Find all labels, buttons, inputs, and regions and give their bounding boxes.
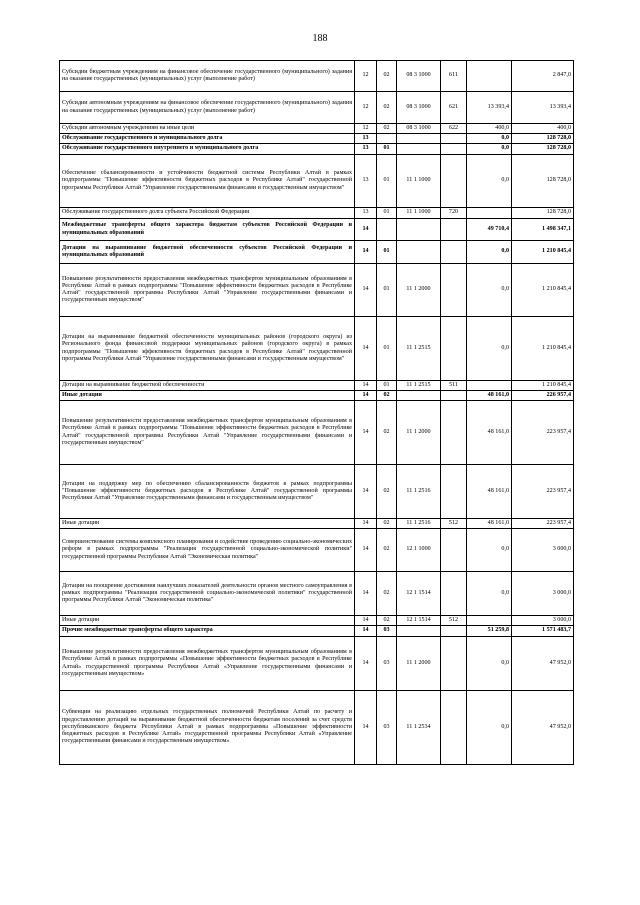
cell-expense-type xyxy=(441,691,467,765)
cell-name: Обеспечение сбалансированности и устойчивости бюджетной системы Республики Алтай в рамках подпрограммы "Повышение эффективности бюджетных расходов в Республике Алтай" государственной программы Республики Алтай "Управление государственными финансами и государственным имуществом" xyxy=(60,155,355,208)
cell-name: Субвенции на реализацию отдельных государственных полномочий Республики Алтай по расчету и предоставлению дотаций на выравнивание бюджетной обеспеченности бюджетам поселений за счет средств республиканского бюджета Республики Алтай в рамках подпрограммы «Повышение эффективности бюджетных расходов в Республике Алтай» государственной программы Республики Алтай «Управление государственными финансами и государственным имуществом» xyxy=(60,691,355,765)
cell-subsection: 03 xyxy=(377,691,397,765)
cell-name: Прочие межбюджетные трансферты общего характера xyxy=(60,626,355,637)
cell-subsection: 02 xyxy=(377,92,397,124)
cell-name: Обслуживание государственного долга субъекта Российской Федерации xyxy=(60,208,355,219)
cell-subsection: 02 xyxy=(377,465,397,519)
table-row xyxy=(60,401,574,465)
cell-section: 12 xyxy=(355,92,377,124)
table-row xyxy=(60,92,574,124)
cell-expense-type xyxy=(441,155,467,208)
table-row xyxy=(60,691,574,765)
cell-expense-type: 512 xyxy=(441,616,467,626)
cell-target-article: 11 1 2000 xyxy=(397,401,441,465)
cell-amount-1: 0,0 xyxy=(467,529,512,572)
cell-target-article: 12 1 1000 xyxy=(397,529,441,572)
cell-target-article xyxy=(397,241,441,264)
cell-section: 14 xyxy=(355,381,377,391)
cell-amount-2: 47 952,0 xyxy=(512,637,574,691)
cell-amount-2: 1 210 845,4 xyxy=(512,264,574,317)
cell-amount-2: 1 498 347,1 xyxy=(512,219,574,241)
cell-amount-1: 0,0 xyxy=(467,637,512,691)
cell-expense-type: 611 xyxy=(441,61,467,92)
cell-amount-2: 400,0 xyxy=(512,124,574,134)
cell-amount-1: 51 259,8 xyxy=(467,626,512,637)
cell-section: 14 xyxy=(355,691,377,765)
cell-amount-2: 1 210 845,4 xyxy=(512,241,574,264)
cell-target-article: 11 1 2534 xyxy=(397,691,441,765)
cell-subsection xyxy=(377,219,397,241)
table-row xyxy=(60,317,574,381)
cell-expense-type xyxy=(441,134,467,144)
cell-name: Обслуживание государственного и муниципального долга xyxy=(60,134,355,144)
cell-target-article: 11 1 1000 xyxy=(397,208,441,219)
cell-section: 14 xyxy=(355,241,377,264)
cell-subsection: 02 xyxy=(377,401,397,465)
cell-amount-2: 223 957,4 xyxy=(512,465,574,519)
cell-name: Дотации на выравнивание бюджетной обеспеченности муниципальных районов (городского округа) из Регионального фонда финансовой поддержки муниципальных районов (городского округа) в рамках подпрограммы "Повышение эффективности бюджетных расходов в Республике Алтай" государственной программы Республики Алтай "Управление государственными финансами и государственным имуществом" xyxy=(60,317,355,381)
table-row xyxy=(60,208,574,219)
cell-section: 14 xyxy=(355,626,377,637)
cell-amount-1: 48 161,0 xyxy=(467,519,512,529)
cell-target-article: 12 1 1514 xyxy=(397,572,441,616)
cell-expense-type: 621 xyxy=(441,92,467,124)
cell-amount-2: 128 728,0 xyxy=(512,134,574,144)
cell-subsection: 03 xyxy=(377,637,397,691)
cell-expense-type xyxy=(441,241,467,264)
table-row xyxy=(60,519,574,529)
cell-amount-1: 48 161,0 xyxy=(467,465,512,519)
cell-amount-1 xyxy=(467,208,512,219)
cell-section: 14 xyxy=(355,616,377,626)
cell-amount-2: 1 210 845,4 xyxy=(512,381,574,391)
cell-target-article: 08 3 1000 xyxy=(397,92,441,124)
cell-name: Дотации на поощрение достижения наилучших показателей деятельности органов местного самоуправления в рамках подпрограммы "Реализация государственной социально-экономической политики" государственной программы Республики Алтай "Экономическая политика" xyxy=(60,572,355,616)
cell-expense-type xyxy=(441,317,467,381)
cell-section: 14 xyxy=(355,572,377,616)
cell-section: 12 xyxy=(355,61,377,92)
cell-subsection: 01 xyxy=(377,264,397,317)
cell-subsection: 02 xyxy=(377,124,397,134)
cell-subsection: 02 xyxy=(377,616,397,626)
cell-amount-2: 3 000,0 xyxy=(512,572,574,616)
cell-amount-2: 128 728,0 xyxy=(512,155,574,208)
cell-amount-2: 128 728,0 xyxy=(512,144,574,155)
cell-name: Дотации на поддержку мер по обеспечению сбалансированности бюджетов в рамках подпрограммы "Повышение эффективности бюджетных расходов в Республике Алтай" государственной программы Республики Алтай "Управление государственными финансами и государственным имуществом" xyxy=(60,465,355,519)
cell-subsection: 01 xyxy=(377,144,397,155)
cell-name: Иные дотации xyxy=(60,519,355,529)
cell-section: 14 xyxy=(355,264,377,317)
cell-name: Иные дотации xyxy=(60,616,355,626)
cell-target-article xyxy=(397,626,441,637)
cell-name: Субсидии бюджетным учреждениям на финансовое обеспечение государственного (муниципального) задания на оказание государственных (муниципальных) услуг (выполнение работ) xyxy=(60,61,355,92)
cell-amount-2: 3 000,0 xyxy=(512,529,574,572)
cell-target-article: 11 1 2516 xyxy=(397,465,441,519)
cell-amount-1: 0,0 xyxy=(467,691,512,765)
cell-amount-1: 0,0 xyxy=(467,155,512,208)
cell-target-article: 11 1 2515 xyxy=(397,381,441,391)
cell-section: 14 xyxy=(355,391,377,401)
cell-target-article: 11 1 2516 xyxy=(397,519,441,529)
cell-subsection: 02 xyxy=(377,61,397,92)
cell-expense-type xyxy=(441,465,467,519)
cell-section: 14 xyxy=(355,219,377,241)
cell-name: Дотации на выравнивание бюджетной обеспеченности xyxy=(60,381,355,391)
cell-amount-1 xyxy=(467,61,512,92)
table-row xyxy=(60,61,574,92)
table-row xyxy=(60,241,574,264)
cell-expense-type xyxy=(441,637,467,691)
budget-table-body xyxy=(60,61,574,765)
cell-section: 14 xyxy=(355,529,377,572)
table-row xyxy=(60,637,574,691)
cell-section: 14 xyxy=(355,317,377,381)
cell-subsection: 02 xyxy=(377,519,397,529)
cell-target-article: 12 1 1514 xyxy=(397,616,441,626)
cell-subsection: 03 xyxy=(377,626,397,637)
cell-expense-type xyxy=(441,572,467,616)
cell-expense-type xyxy=(441,219,467,241)
cell-amount-1: 0,0 xyxy=(467,134,512,144)
cell-section: 14 xyxy=(355,519,377,529)
cell-target-article: 08 3 1000 xyxy=(397,124,441,134)
cell-amount-1: 48 161,0 xyxy=(467,401,512,465)
cell-amount-1: 0,0 xyxy=(467,144,512,155)
table-row xyxy=(60,264,574,317)
cell-amount-1 xyxy=(467,381,512,391)
cell-name: Дотации на выравнивание бюджетной обеспеченности субъектов Российской Федерации и муниципальных образований xyxy=(60,241,355,264)
cell-name: Субсидии автономным учреждениям на финансовое обеспечение государственного (муниципального) задания на оказание государственных (муниципальных) услуг (выполнение работ) xyxy=(60,92,355,124)
cell-expense-type xyxy=(441,626,467,637)
cell-section: 12 xyxy=(355,124,377,134)
cell-name: Субсидии автономным учреждениям на иные цели xyxy=(60,124,355,134)
cell-amount-1: 0,0 xyxy=(467,572,512,616)
cell-target-article: 11 1 2000 xyxy=(397,637,441,691)
table-row xyxy=(60,572,574,616)
cell-expense-type xyxy=(441,401,467,465)
cell-subsection: 02 xyxy=(377,572,397,616)
cell-expense-type: 511 xyxy=(441,381,467,391)
cell-target-article xyxy=(397,144,441,155)
cell-amount-2: 1 210 845,4 xyxy=(512,317,574,381)
cell-subsection: 01 xyxy=(377,381,397,391)
table-row xyxy=(60,155,574,208)
cell-amount-1: 0,0 xyxy=(467,241,512,264)
table-row xyxy=(60,626,574,637)
cell-amount-2: 2 847,0 xyxy=(512,61,574,92)
cell-target-article: 11 1 2515 xyxy=(397,317,441,381)
cell-amount-1: 48 161,0 xyxy=(467,391,512,401)
cell-target-article xyxy=(397,391,441,401)
cell-expense-type: 720 xyxy=(441,208,467,219)
cell-expense-type xyxy=(441,529,467,572)
table-row xyxy=(60,134,574,144)
cell-expense-type: 622 xyxy=(441,124,467,134)
table-row xyxy=(60,219,574,241)
cell-subsection: 01 xyxy=(377,241,397,264)
cell-target-article: 11 1 1000 xyxy=(397,155,441,208)
table-row xyxy=(60,616,574,626)
cell-target-article: 08 3 1000 xyxy=(397,61,441,92)
cell-subsection xyxy=(377,134,397,144)
cell-section: 14 xyxy=(355,637,377,691)
cell-amount-1: 0,0 xyxy=(467,264,512,317)
cell-subsection: 01 xyxy=(377,317,397,381)
cell-subsection: 02 xyxy=(377,529,397,572)
cell-amount-2: 1 571 483,7 xyxy=(512,626,574,637)
table-row xyxy=(60,391,574,401)
cell-amount-2: 3 000,0 xyxy=(512,616,574,626)
cell-subsection: 01 xyxy=(377,208,397,219)
cell-amount-2: 13 393,4 xyxy=(512,92,574,124)
cell-expense-type xyxy=(441,144,467,155)
cell-section: 13 xyxy=(355,144,377,155)
cell-amount-2: 223 957,4 xyxy=(512,401,574,465)
table-row xyxy=(60,144,574,155)
cell-expense-type: 512 xyxy=(441,519,467,529)
cell-subsection: 01 xyxy=(377,155,397,208)
cell-name: Повышение результативности предоставления межбюджетных трансфертов муниципальным образованиям в Республике Алтай в рамках подпрограммы "Повышение эффективности бюджетных расходов в Республике Алтай" государственной программы Республики Алтай "Управление государственными финансами и государственным имуществом" xyxy=(60,401,355,465)
cell-name: Повышение результативности предоставления межбюджетных трансфертов муниципальным образованиям в Республике Алтай в рамках подпрограммы «Повышение эффективности бюджетных расходов в Республике Алтай» государственной программы Республики Алтай «Управление государственными финансами и государственным имуществом» xyxy=(60,637,355,691)
cell-section: 13 xyxy=(355,134,377,144)
cell-section: 13 xyxy=(355,208,377,219)
table-row xyxy=(60,381,574,391)
cell-name: Обслуживание государственного внутреннего и муниципального долга xyxy=(60,144,355,155)
cell-name: Повышение результативности предоставления межбюджетных трансфертов муниципальным образованиям в Республике Алтай в рамках подпрограммы "Повышение эффективности бюджетных расходов в Республике Алтай" государственной программы Республики Алтай "Управление государственными финансами и государственным имуществом" xyxy=(60,264,355,317)
cell-amount-1: 0,0 xyxy=(467,317,512,381)
cell-target-article xyxy=(397,219,441,241)
cell-amount-1: 13 393,4 xyxy=(467,92,512,124)
cell-section: 13 xyxy=(355,155,377,208)
cell-section: 14 xyxy=(355,465,377,519)
cell-expense-type xyxy=(441,391,467,401)
cell-amount-2: 226 957,4 xyxy=(512,391,574,401)
cell-name: Межбюджетные трансферты общего характера бюджетам субъектов Российской Федерации и муниципальных образований xyxy=(60,219,355,241)
cell-target-article: 11 1 2000 xyxy=(397,264,441,317)
cell-name: Иные дотации xyxy=(60,391,355,401)
budget-table xyxy=(59,60,574,765)
cell-amount-2: 47 952,0 xyxy=(512,691,574,765)
cell-amount-1: 49 710,4 xyxy=(467,219,512,241)
table-row xyxy=(60,124,574,134)
cell-amount-1 xyxy=(467,616,512,626)
cell-amount-1: 400,0 xyxy=(467,124,512,134)
table-row xyxy=(60,465,574,519)
cell-subsection: 02 xyxy=(377,391,397,401)
cell-section: 14 xyxy=(355,401,377,465)
page-number: 188 xyxy=(312,33,328,44)
cell-expense-type xyxy=(441,264,467,317)
cell-name: Совершенствование системы комплексного планирования и содействие проведению социально-экономических реформ в рамках подпрограммы "Реализация государственной социально-экономической политики" государственной программы Республики Алтай "Экономическая политика" xyxy=(60,529,355,572)
cell-amount-2: 223 957,4 xyxy=(512,519,574,529)
cell-target-article xyxy=(397,134,441,144)
table-row xyxy=(60,529,574,572)
cell-amount-2: 128 728,0 xyxy=(512,208,574,219)
